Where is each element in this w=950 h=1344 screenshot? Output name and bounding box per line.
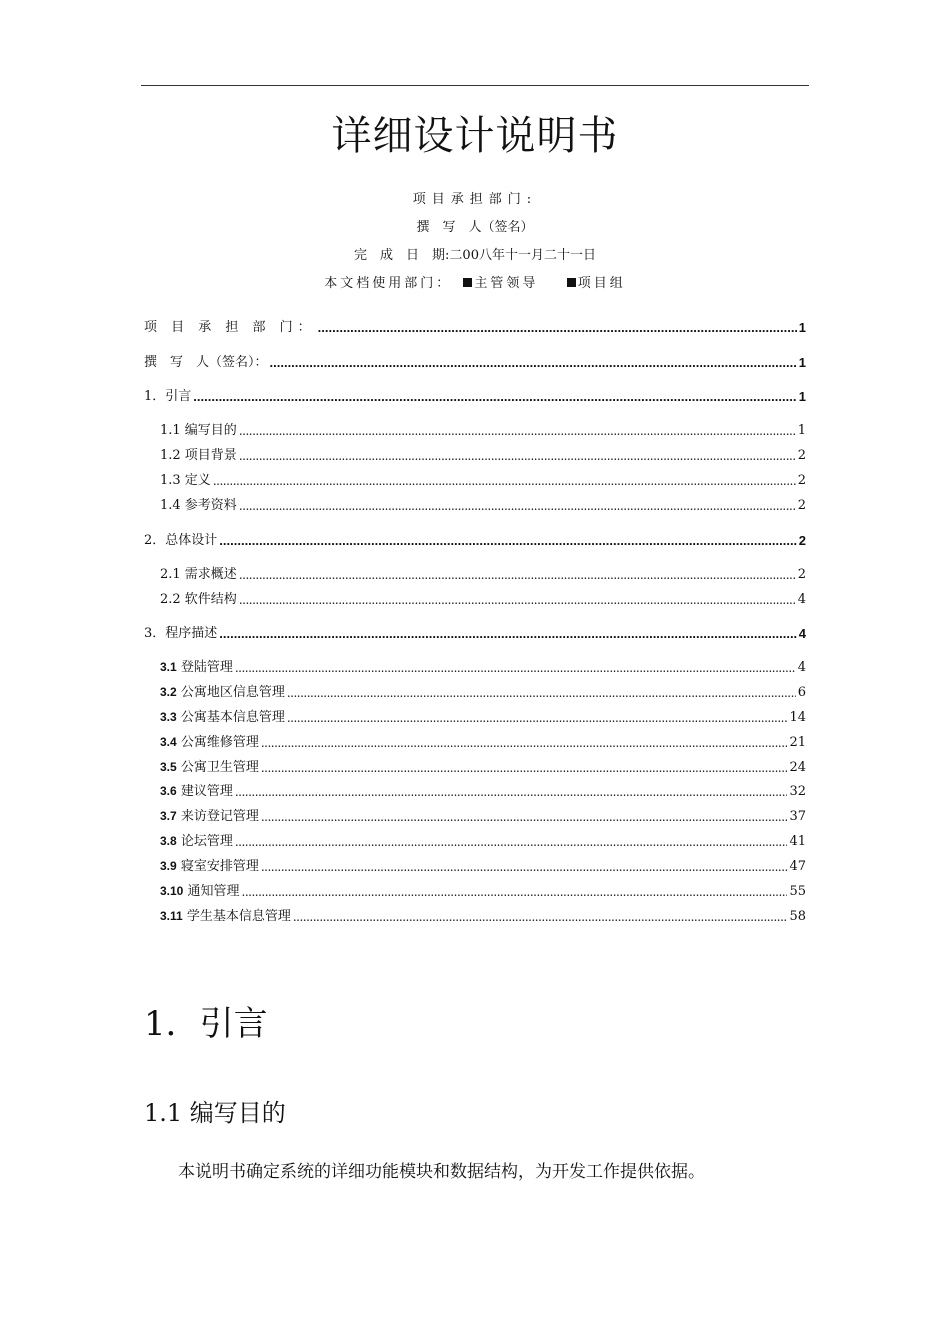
toc-entry-page: 21 [789, 735, 806, 750]
toc-entry-page: 14 [789, 710, 806, 725]
meta-date-value: 二00八年十一月二十一日 [449, 248, 596, 263]
toc-entry-label: 3.9 寝室安排管理 [160, 859, 259, 874]
toc-entry-page: 55 [789, 884, 806, 899]
toc-entry-label: 1.4 参考资料 [160, 498, 237, 513]
toc-entry-page: 1 [798, 355, 806, 370]
toc-entry-label: 1.3 定义 [160, 473, 211, 488]
checkbox-square-icon [567, 278, 576, 287]
meta-usage-item: 主管领导 [474, 276, 539, 291]
toc-entry[interactable] [144, 386, 806, 404]
meta-date [0, 248, 950, 264]
toc-entry[interactable] [160, 445, 806, 463]
toc-entry-page: 24 [789, 760, 806, 775]
toc-entry[interactable] [160, 906, 806, 924]
toc-entry[interactable] [160, 732, 806, 750]
meta-usage-label: 本文档使用部门： [324, 276, 453, 291]
meta-author: 撰 写 人（签名） [416, 220, 534, 235]
toc-entry-label: 2.2 软件结构 [160, 592, 237, 607]
toc-leader [239, 499, 796, 513]
toc-entry[interactable] [160, 757, 806, 775]
toc-entry[interactable] [160, 564, 806, 582]
toc-entry-page: 32 [789, 784, 806, 799]
toc-entry[interactable] [160, 856, 806, 874]
toc-leader [261, 860, 788, 874]
toc-leader [219, 533, 796, 548]
toc-leader [318, 320, 797, 335]
toc-entry[interactable] [144, 317, 806, 335]
header-rule [141, 85, 809, 86]
toc-entry[interactable] [160, 470, 806, 488]
toc-entry-page: 1 [798, 389, 806, 404]
section-heading: 1．引言 [144, 1004, 268, 1044]
toc-entry[interactable] [160, 420, 806, 438]
toc-entry-label: 3.6 建议管理 [160, 784, 233, 799]
toc-leader [213, 474, 796, 488]
toc-entry-label: 3.8 论坛管理 [160, 834, 233, 849]
toc-leader [193, 389, 796, 404]
toc-leader [287, 711, 788, 725]
toc-entry[interactable] [160, 495, 806, 513]
toc-entry-label: 2．总体设计 [144, 533, 218, 548]
toc-entry-page: 41 [789, 834, 806, 849]
toc-leader [242, 885, 788, 899]
toc-leader [235, 661, 796, 675]
toc-entry-page: 2 [798, 533, 806, 548]
toc-entry[interactable] [160, 589, 806, 607]
toc-entry-page: 2 [797, 448, 806, 463]
toc-entry-label: 3.2 公寓地区信息管理 [160, 685, 285, 700]
toc-entry-label: 2.1 需求概述 [160, 567, 237, 582]
toc-entry-label: 撰 写 人（签名）： [144, 355, 268, 370]
toc-leader [235, 785, 788, 799]
toc-leader [287, 686, 796, 700]
toc-entry-label: 3.4 公寓维修管理 [160, 735, 259, 750]
toc-entry[interactable] [160, 682, 806, 700]
subsection-heading: 1.1 编写目的 [144, 1099, 286, 1127]
toc-entry-page: 6 [797, 685, 806, 700]
toc-entry-page: 2 [797, 473, 806, 488]
toc-entry[interactable] [160, 831, 806, 849]
toc-entry[interactable] [160, 707, 806, 725]
toc-entry-label: 3.5 公寓卫生管理 [160, 760, 259, 775]
toc-leader [261, 761, 788, 775]
toc-entry-label: 1.1 编写目的 [160, 423, 237, 438]
meta-usage [0, 276, 950, 292]
toc-entry-label: 1．引言 [144, 389, 192, 404]
body-paragraph: 本说明书确定系统的详细功能模块和数据结构，为开发工作提供依据。 [178, 1162, 705, 1182]
toc-entry-label: 3.7 来访登记管理 [160, 809, 259, 824]
toc-leader [239, 449, 796, 463]
toc-entry[interactable] [144, 623, 806, 641]
toc-leader [239, 424, 796, 438]
toc-entry[interactable] [160, 781, 806, 799]
toc-entry-label: 3．程序描述 [144, 626, 218, 641]
toc-leader [261, 736, 788, 750]
toc-entry[interactable] [144, 530, 806, 548]
toc-entry[interactable] [160, 881, 806, 899]
meta-date-label: 完 成 日 期: [354, 248, 450, 263]
toc-entry-page: 37 [789, 809, 806, 824]
toc-leader [239, 568, 796, 582]
toc-entry-label: 3.10 通知管理 [160, 884, 240, 899]
toc-entry[interactable] [160, 806, 806, 824]
document-title: 详细设计说明书 [331, 113, 619, 159]
toc-entry-page: 4 [798, 626, 806, 641]
toc-leader [235, 835, 788, 849]
toc-entry-page: 47 [789, 859, 806, 874]
toc-entry-label: 3.11 学生基本信息管理 [160, 909, 291, 924]
checkbox-square-icon [463, 278, 472, 287]
toc-leader [270, 355, 797, 370]
toc-leader [219, 626, 796, 641]
toc-leader [293, 910, 788, 924]
toc-leader [261, 810, 788, 824]
toc-entry-page: 2 [797, 498, 806, 513]
toc-entry[interactable] [160, 657, 806, 675]
toc-entry-label: 项 目 承 担 部 门： [144, 320, 316, 335]
toc-entry-page: 4 [797, 592, 806, 607]
toc-entry-page: 58 [789, 909, 806, 924]
toc-entry-label: 3.1 登陆管理 [160, 660, 233, 675]
toc-entry-label: 3.3 公寓基本信息管理 [160, 710, 285, 725]
toc-entry-page: 1 [798, 320, 806, 335]
meta-usage-item: 项目组 [577, 276, 626, 291]
toc-entry-page: 4 [797, 660, 806, 675]
toc-entry-label: 1.2 项目背景 [160, 448, 237, 463]
toc-entry-page: 1 [797, 423, 806, 438]
toc-entry[interactable] [144, 352, 806, 370]
toc-entry-page: 2 [797, 567, 806, 582]
toc-leader [239, 593, 796, 607]
meta-dept: 项目承担部门: [412, 192, 538, 207]
